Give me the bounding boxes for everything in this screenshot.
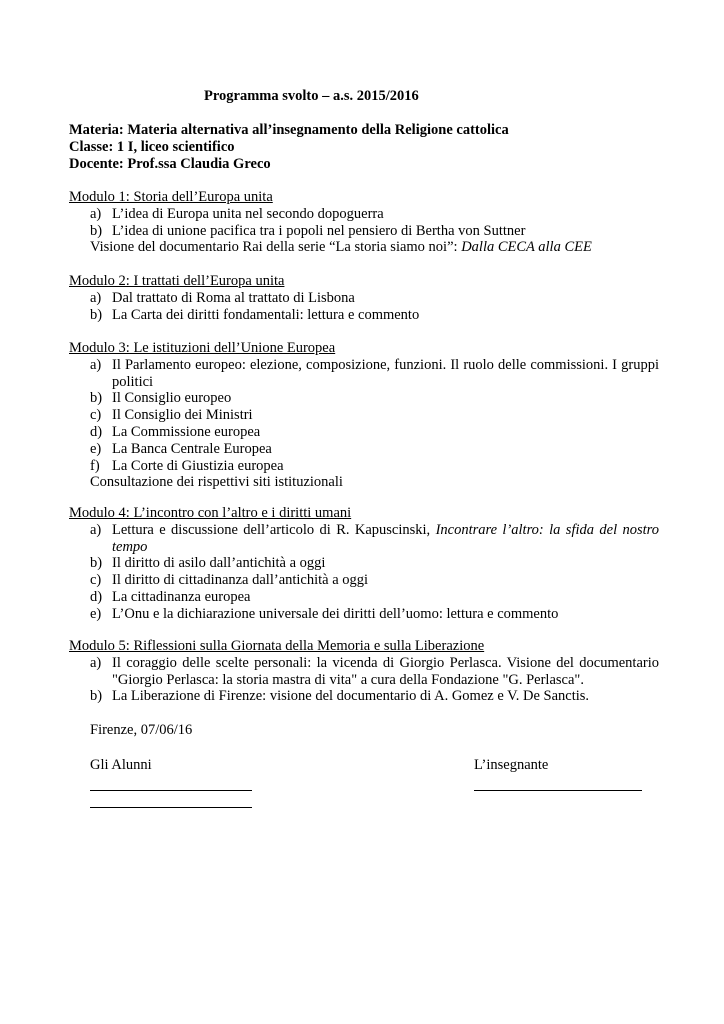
item-marker: c) (90, 572, 102, 589)
list-item (69, 441, 659, 458)
item-marker: a) (90, 356, 102, 373)
item-marker: e) (90, 440, 102, 457)
item-text: Lettura e discussione dell’articolo di R. Kapuscinski, (112, 521, 436, 538)
signature-line (90, 791, 252, 808)
list-item (69, 655, 659, 689)
list-item (69, 522, 659, 556)
module-items (69, 522, 659, 623)
item-marker: a) (90, 521, 102, 538)
module-1 (69, 189, 659, 256)
teacher-line: Docente: Prof.ssa Claudia Greco (69, 155, 271, 172)
document-header (69, 122, 509, 172)
list-item (69, 206, 659, 223)
list-item (69, 407, 659, 424)
list-item (69, 688, 659, 705)
item-text: L’idea di unione pacifica tra i popoli nel pensiero di Bertha von Suttner (112, 222, 526, 239)
students-label: Gli Alunni (90, 757, 152, 773)
item-text: Il coraggio delle scelte personali: la vicenda di Giorgio Perlasca. Visione del documentario "Giorgio Perlasca: la storia mastra di vita" a cura della Fondazione "G. Perlasca". (112, 654, 659, 688)
signature-line (474, 774, 642, 791)
list-item (69, 589, 659, 606)
module-4 (69, 505, 659, 623)
item-marker: a) (90, 289, 102, 306)
item-marker: b) (90, 390, 103, 407)
item-text: Il diritto di cittadinanza dall’antichità a oggi (112, 572, 369, 589)
item-marker: b) (90, 222, 103, 239)
module-title: Modulo 2: I trattati dell’Europa unita (69, 273, 285, 289)
item-text: L’idea di Europa unita nel secondo dopoguerra (112, 205, 384, 222)
list-item (69, 555, 659, 572)
list-item (69, 424, 659, 441)
document-title: Programma svolto – a.s. 2015/2016 (204, 88, 419, 104)
item-text: Il Consiglio dei Ministri (112, 407, 253, 424)
item-marker: b) (90, 555, 103, 572)
module-title: Modulo 3: Le istituzioni dell’Unione Europea (69, 340, 336, 356)
item-text: Il Consiglio europeo (112, 390, 232, 407)
module-items (69, 206, 659, 240)
module-note (69, 239, 659, 256)
item-marker: a) (90, 654, 102, 671)
module-items (69, 655, 659, 705)
module-note: Consultazione dei rispettivi siti istituzionali (90, 474, 343, 491)
item-text: L’Onu e la dichiarazione universale dei diritti dell’uomo: lettura e commento (112, 605, 559, 622)
list-item (69, 307, 659, 324)
module-items (69, 357, 659, 475)
list-item (69, 606, 659, 623)
item-text: La Carta dei diritti fondamentali: lettura e commento (112, 306, 420, 323)
list-item (69, 223, 659, 240)
item-marker: e) (90, 605, 102, 622)
item-text: La Commissione europea (112, 423, 261, 440)
item-marker: b) (90, 688, 103, 705)
list-item (69, 572, 659, 589)
teacher-signature-block (474, 757, 642, 791)
item-text: La Corte di Giustizia europea (112, 457, 284, 474)
item-text: La Liberazione di Firenze: visione del documentario di A. Gomez e V. De Sanctis. (112, 688, 590, 705)
item-text: Dal trattato di Roma al trattato di Lisbona (112, 289, 355, 306)
item-marker: a) (90, 205, 102, 222)
module-3 (69, 340, 659, 491)
module-title: Modulo 5: Riflessioni sulla Giornata della Memoria e sulla Liberazione (69, 638, 485, 654)
module-items (69, 290, 659, 324)
list-item (69, 458, 659, 475)
list-item (69, 357, 659, 391)
item-marker: b) (90, 306, 103, 323)
class-line: Classe: 1 I, liceo scientifico (69, 138, 235, 155)
subject-line: Materia: Materia alternativa all’insegnamento della Religione cattolica (69, 122, 509, 138)
list-item (69, 390, 659, 407)
teacher-label: L’insegnante (474, 757, 549, 773)
item-marker: d) (90, 423, 103, 440)
signature-line (90, 774, 252, 791)
module-2 (69, 273, 659, 323)
article-title: Incontrare l’altro: la sfida del nostro tempo (112, 521, 659, 555)
module-title: Modulo 1: Storia dell’Europa unita (69, 189, 273, 205)
item-marker: d) (90, 588, 103, 605)
item-text: La cittadinanza europea (112, 588, 251, 605)
note-italic-title: Dalla CECA alla CEE (461, 239, 592, 256)
item-text: La Banca Centrale Europea (112, 440, 272, 457)
item-text: Il Parlamento europeo: elezione, composizione, funzioni. Il ruolo delle commissioni. I gruppi politici (112, 356, 659, 390)
module-5 (69, 638, 659, 705)
item-marker: c) (90, 407, 102, 424)
item-marker: f) (90, 457, 100, 474)
note-text: Visione del documentario Rai della serie “La storia siamo noi”: (90, 239, 462, 256)
students-signature-block (90, 757, 252, 808)
list-item (69, 290, 659, 307)
item-text: Il diritto di asilo dall’antichità a oggi (112, 555, 326, 572)
module-title: Modulo 4: L’incontro con l’altro e i diritti umani (69, 505, 352, 521)
place-date: Firenze, 07/06/16 (90, 722, 193, 738)
